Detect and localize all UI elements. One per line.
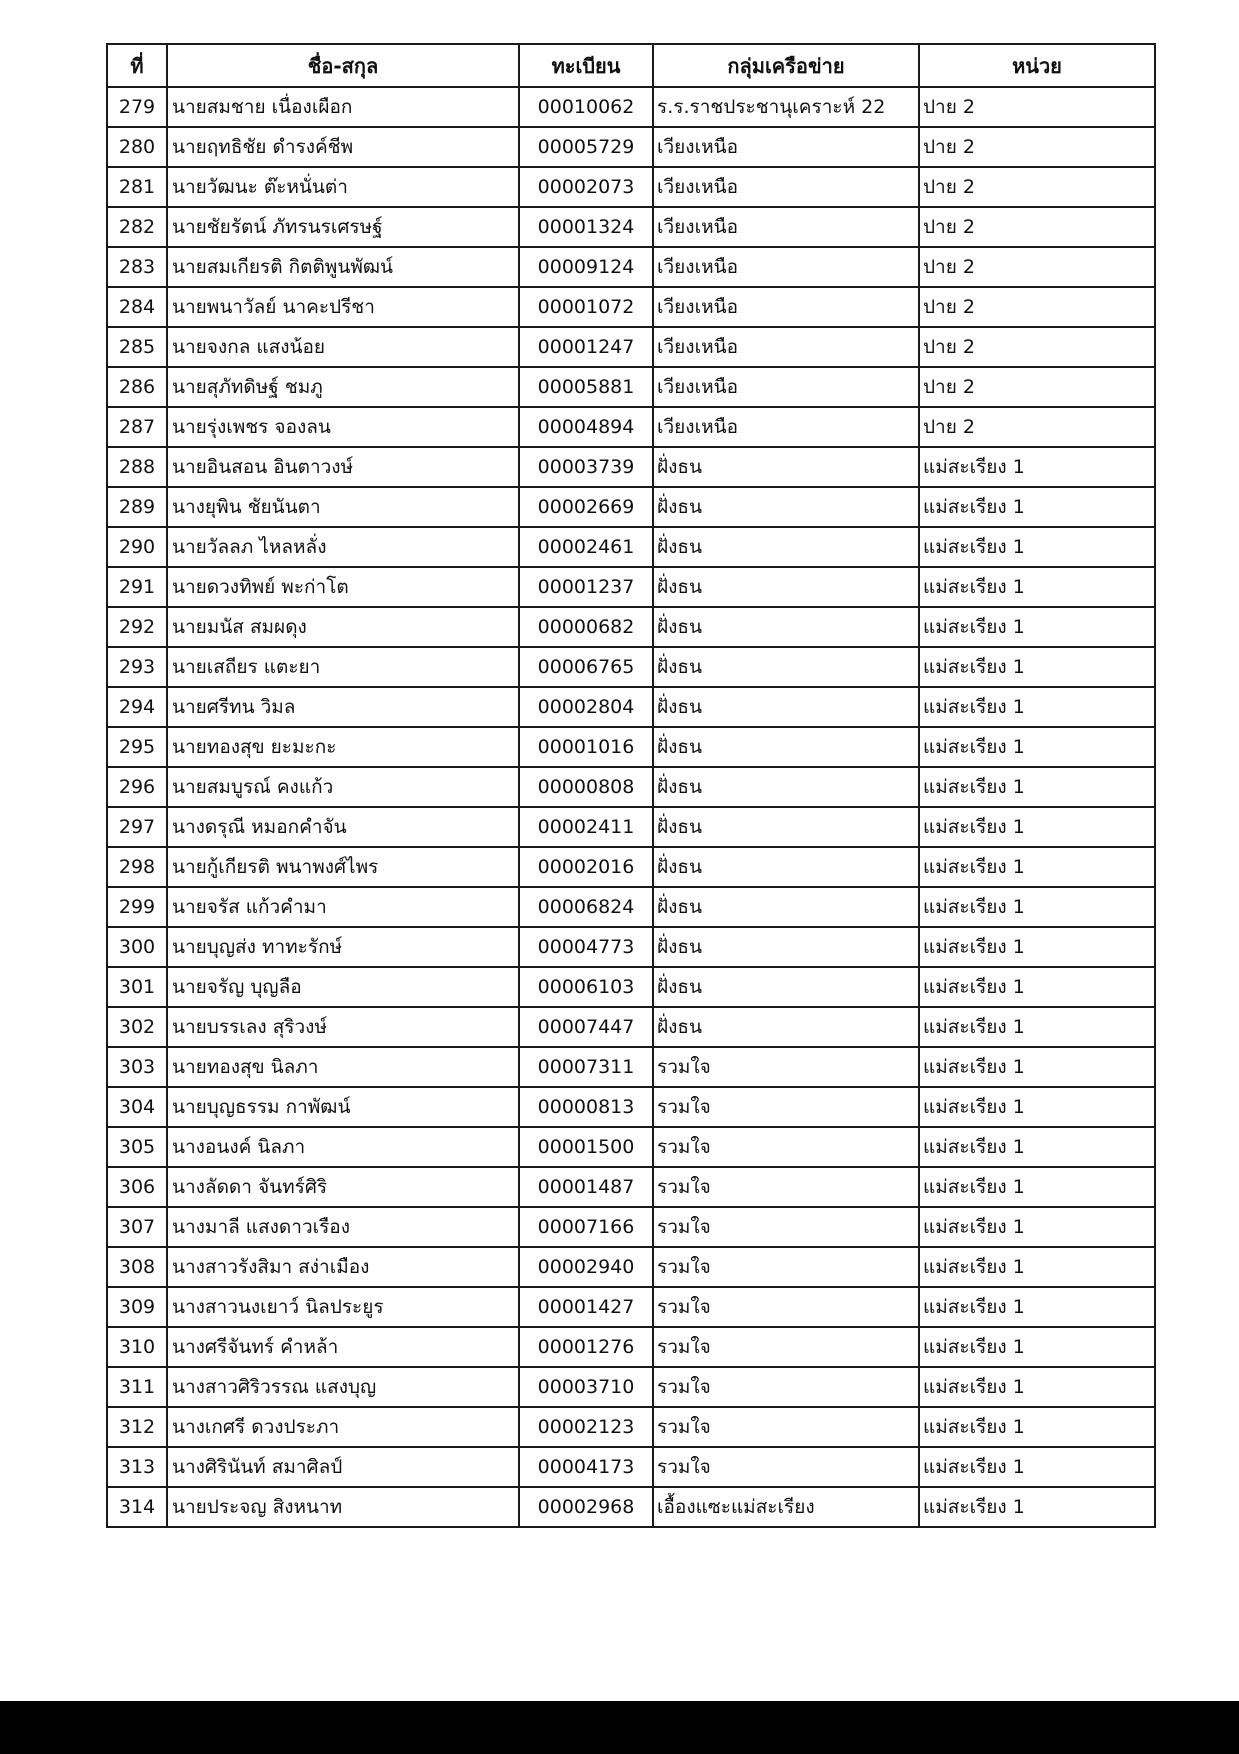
table-row — [107, 247, 1155, 287]
table-row — [107, 767, 1155, 807]
cell-network-group: เวียงเหนือ — [653, 367, 919, 407]
cell-unit: แม่สะเรียง 1 — [919, 727, 1155, 767]
cell-registration: 00001427 — [519, 1287, 653, 1327]
cell-name: นายดวงทิพย์ พะก่าโต — [167, 567, 519, 607]
cell-number: 308 — [107, 1247, 167, 1287]
cell-name: นางดรุณี หมอกคำจัน — [167, 807, 519, 847]
cell-number: 296 — [107, 767, 167, 807]
cell-unit: แม่สะเรียง 1 — [919, 967, 1155, 1007]
cell-network-group: รวมใจ — [653, 1447, 919, 1487]
cell-unit: แม่สะเรียง 1 — [919, 1247, 1155, 1287]
cell-number: 287 — [107, 407, 167, 447]
cell-name: นายชัยรัตน์ ภัทรนรเศรษฐ์ — [167, 207, 519, 247]
cell-unit: แม่สะเรียง 1 — [919, 887, 1155, 927]
table-row — [107, 327, 1155, 367]
cell-network-group: รวมใจ — [653, 1127, 919, 1167]
cell-registration: 00006103 — [519, 967, 653, 1007]
cell-name: นายฤทธิชัย ดำรงค์ชีพ — [167, 127, 519, 167]
cell-network-group: รวมใจ — [653, 1167, 919, 1207]
cell-number: 280 — [107, 127, 167, 167]
cell-unit: แม่สะเรียง 1 — [919, 1287, 1155, 1327]
cell-registration: 00006765 — [519, 647, 653, 687]
cell-network-group: ฝั่งธน — [653, 687, 919, 727]
cell-network-group: เวียงเหนือ — [653, 287, 919, 327]
cell-unit: ปาย 2 — [919, 87, 1155, 127]
cell-number: 314 — [107, 1487, 167, 1527]
table-row — [107, 807, 1155, 847]
cell-network-group: รวมใจ — [653, 1287, 919, 1327]
cell-unit: แม่สะเรียง 1 — [919, 1367, 1155, 1407]
cell-unit: แม่สะเรียง 1 — [919, 1167, 1155, 1207]
cell-registration: 00003739 — [519, 447, 653, 487]
cell-name: นายจงกล แสงน้อย — [167, 327, 519, 367]
table-row — [107, 407, 1155, 447]
cell-registration: 00005881 — [519, 367, 653, 407]
cell-registration: 00003710 — [519, 1367, 653, 1407]
cell-network-group: ฝั่งธน — [653, 607, 919, 647]
cell-network-group: รวมใจ — [653, 1087, 919, 1127]
cell-number: 281 — [107, 167, 167, 207]
cell-name: นายสุภัทดิษฐ์ ชมภู — [167, 367, 519, 407]
cell-unit: ปาย 2 — [919, 247, 1155, 287]
cell-number: 292 — [107, 607, 167, 647]
cell-name: นายวัฒนะ ต๊ะหนั่นต่า — [167, 167, 519, 207]
scan-bottom-border — [0, 1701, 1239, 1754]
cell-network-group: ฝั่งธน — [653, 647, 919, 687]
cell-number: 303 — [107, 1047, 167, 1087]
cell-registration: 00007447 — [519, 1007, 653, 1047]
cell-unit: ปาย 2 — [919, 327, 1155, 367]
cell-registration: 00002411 — [519, 807, 653, 847]
cell-unit: แม่สะเรียง 1 — [919, 1207, 1155, 1247]
cell-registration: 00002461 — [519, 527, 653, 567]
cell-name: นางสาวศิริวรรณ แสงบุญ — [167, 1367, 519, 1407]
cell-unit: แม่สะเรียง 1 — [919, 1047, 1155, 1087]
cell-name: นายทองสุข ยะมะกะ — [167, 727, 519, 767]
cell-unit: ปาย 2 — [919, 287, 1155, 327]
table-row — [107, 527, 1155, 567]
cell-network-group: รวมใจ — [653, 1247, 919, 1287]
cell-number: 289 — [107, 487, 167, 527]
cell-number: 305 — [107, 1127, 167, 1167]
cell-network-group: ฝั่งธน — [653, 887, 919, 927]
cell-network-group: ฝั่งธน — [653, 967, 919, 1007]
header-number: ที่ — [107, 44, 167, 87]
cell-name: นายวัลลภ ไหลหลั่ง — [167, 527, 519, 567]
cell-name: นางลัดดา จันทร์ศิริ — [167, 1167, 519, 1207]
cell-name: นายจรัส แก้วคำมา — [167, 887, 519, 927]
cell-unit: แม่สะเรียง 1 — [919, 1407, 1155, 1447]
cell-name: นายทองสุข นิลภา — [167, 1047, 519, 1087]
table-row — [107, 847, 1155, 887]
cell-name: นายเสถียร แตะยา — [167, 647, 519, 687]
cell-number: 300 — [107, 927, 167, 967]
cell-network-group: ฝั่งธน — [653, 487, 919, 527]
cell-number: 311 — [107, 1367, 167, 1407]
cell-name: นางสาวรังสิมา สง่าเมือง — [167, 1247, 519, 1287]
cell-network-group: รวมใจ — [653, 1367, 919, 1407]
cell-name: นางยุพิน ชัยนันตา — [167, 487, 519, 527]
table-row — [107, 487, 1155, 527]
cell-unit: แม่สะเรียง 1 — [919, 1447, 1155, 1487]
cell-registration: 00001016 — [519, 727, 653, 767]
cell-unit: ปาย 2 — [919, 407, 1155, 447]
cell-number: 282 — [107, 207, 167, 247]
cell-network-group: ร.ร.ราชประชานุเคราะห์ 22 — [653, 87, 919, 127]
cell-name: นายสมชาย เนื่องเผือก — [167, 87, 519, 127]
cell-number: 293 — [107, 647, 167, 687]
header-name: ชื่อ-สกุล — [167, 44, 519, 87]
cell-network-group: รวมใจ — [653, 1047, 919, 1087]
cell-number: 284 — [107, 287, 167, 327]
cell-unit: แม่สะเรียง 1 — [919, 927, 1155, 967]
cell-network-group: ฝั่งธน — [653, 1007, 919, 1047]
table-row — [107, 1167, 1155, 1207]
cell-name: นางอนงค์ นิลภา — [167, 1127, 519, 1167]
roster-table — [106, 43, 1156, 1528]
cell-network-group: เวียงเหนือ — [653, 327, 919, 367]
cell-number: 299 — [107, 887, 167, 927]
table-row — [107, 927, 1155, 967]
table-row — [107, 1087, 1155, 1127]
cell-network-group: ฝั่งธน — [653, 847, 919, 887]
table-row — [107, 1367, 1155, 1407]
cell-registration: 00004894 — [519, 407, 653, 447]
table-row — [107, 87, 1155, 127]
cell-unit: แม่สะเรียง 1 — [919, 767, 1155, 807]
table-row — [107, 1247, 1155, 1287]
cell-registration: 00007166 — [519, 1207, 653, 1247]
cell-unit: แม่สะเรียง 1 — [919, 1487, 1155, 1527]
cell-number: 294 — [107, 687, 167, 727]
cell-unit: แม่สะเรียง 1 — [919, 527, 1155, 567]
cell-number: 313 — [107, 1447, 167, 1487]
cell-registration: 00007311 — [519, 1047, 653, 1087]
cell-registration: 00004773 — [519, 927, 653, 967]
cell-name: นายรุ่งเพชร จองลน — [167, 407, 519, 447]
cell-network-group: ฝั่งธน — [653, 447, 919, 487]
cell-name: นายบุญธรรม กาพัฒน์ — [167, 1087, 519, 1127]
cell-name: นางศิรินันท์ สมาศิลป์ — [167, 1447, 519, 1487]
cell-registration: 00002669 — [519, 487, 653, 527]
cell-unit: แม่สะเรียง 1 — [919, 447, 1155, 487]
cell-unit: แม่สะเรียง 1 — [919, 647, 1155, 687]
table-row — [107, 607, 1155, 647]
cell-number: 295 — [107, 727, 167, 767]
cell-unit: ปาย 2 — [919, 367, 1155, 407]
roster-table-header — [107, 44, 1155, 87]
cell-number: 307 — [107, 1207, 167, 1247]
cell-network-group: เวียงเหนือ — [653, 407, 919, 447]
cell-network-group: ฝั่งธน — [653, 767, 919, 807]
table-row — [107, 1327, 1155, 1367]
cell-name: นางศรีจันทร์ คำหล้า — [167, 1327, 519, 1367]
table-row — [107, 207, 1155, 247]
cell-registration: 00000808 — [519, 767, 653, 807]
cell-number: 286 — [107, 367, 167, 407]
cell-registration: 00006824 — [519, 887, 653, 927]
cell-number: 283 — [107, 247, 167, 287]
cell-network-group: เวียงเหนือ — [653, 127, 919, 167]
cell-network-group: รวมใจ — [653, 1407, 919, 1447]
cell-registration: 00002804 — [519, 687, 653, 727]
table-row — [107, 567, 1155, 607]
cell-network-group: เวียงเหนือ — [653, 207, 919, 247]
cell-registration: 00000813 — [519, 1087, 653, 1127]
cell-registration: 00001500 — [519, 1127, 653, 1167]
table-row — [107, 647, 1155, 687]
table-row — [107, 167, 1155, 207]
cell-number: 298 — [107, 847, 167, 887]
header-network-group: กลุ่มเครือข่าย — [653, 44, 919, 87]
cell-number: 291 — [107, 567, 167, 607]
cell-unit: แม่สะเรียง 1 — [919, 567, 1155, 607]
table-row — [107, 1407, 1155, 1447]
table-row — [107, 1287, 1155, 1327]
cell-registration: 00002073 — [519, 167, 653, 207]
cell-registration: 00000682 — [519, 607, 653, 647]
cell-unit: แม่สะเรียง 1 — [919, 607, 1155, 647]
cell-name: นายบุญส่ง ทาทะรักษ์ — [167, 927, 519, 967]
cell-name: นางมาลี แสงดาวเรือง — [167, 1207, 519, 1247]
cell-network-group: ฝั่งธน — [653, 727, 919, 767]
cell-unit: ปาย 2 — [919, 167, 1155, 207]
cell-name: นายศรีทน วิมล — [167, 687, 519, 727]
cell-number: 306 — [107, 1167, 167, 1207]
table-row — [107, 367, 1155, 407]
cell-unit: แม่สะเรียง 1 — [919, 807, 1155, 847]
table-row — [107, 127, 1155, 167]
cell-registration: 00005729 — [519, 127, 653, 167]
cell-number: 279 — [107, 87, 167, 127]
cell-unit: แม่สะเรียง 1 — [919, 1007, 1155, 1047]
cell-registration: 00001276 — [519, 1327, 653, 1367]
cell-registration: 00010062 — [519, 87, 653, 127]
cell-unit: แม่สะเรียง 1 — [919, 1327, 1155, 1367]
table-row — [107, 967, 1155, 1007]
table-row — [107, 1047, 1155, 1087]
header-row — [107, 44, 1155, 87]
cell-number: 310 — [107, 1327, 167, 1367]
cell-registration: 00001072 — [519, 287, 653, 327]
cell-network-group: ฝั่งธน — [653, 927, 919, 967]
cell-network-group: ฝั่งธน — [653, 527, 919, 567]
cell-name: นายอินสอน อินตาวงษ์ — [167, 447, 519, 487]
table-row — [107, 1447, 1155, 1487]
cell-number: 301 — [107, 967, 167, 1007]
cell-name: นายบรรเลง สุริวงษ์ — [167, 1007, 519, 1047]
cell-number: 302 — [107, 1007, 167, 1047]
cell-number: 285 — [107, 327, 167, 367]
cell-name: นายสมเกียรติ กิตติพูนพัฒน์ — [167, 247, 519, 287]
table-row — [107, 1207, 1155, 1247]
cell-network-group: เอื้องแซะแม่สะเรียง — [653, 1487, 919, 1527]
cell-network-group: รวมใจ — [653, 1327, 919, 1367]
cell-number: 304 — [107, 1087, 167, 1127]
cell-name: นายจรัญ บุญลือ — [167, 967, 519, 1007]
table-row — [107, 287, 1155, 327]
cell-network-group: เวียงเหนือ — [653, 167, 919, 207]
cell-registration: 00001247 — [519, 327, 653, 367]
cell-network-group: ฝั่งธน — [653, 807, 919, 847]
cell-unit: ปาย 2 — [919, 127, 1155, 167]
cell-number: 312 — [107, 1407, 167, 1447]
cell-registration: 00001487 — [519, 1167, 653, 1207]
table-row — [107, 447, 1155, 487]
cell-number: 290 — [107, 527, 167, 567]
cell-registration: 00002968 — [519, 1487, 653, 1527]
table-row — [107, 1127, 1155, 1167]
cell-registration: 00002940 — [519, 1247, 653, 1287]
table-row — [107, 1007, 1155, 1047]
cell-registration: 00001237 — [519, 567, 653, 607]
cell-network-group: ฝั่งธน — [653, 567, 919, 607]
table-row — [107, 887, 1155, 927]
cell-network-group: เวียงเหนือ — [653, 247, 919, 287]
cell-registration: 00002016 — [519, 847, 653, 887]
header-unit: หน่วย — [919, 44, 1155, 87]
cell-name: นายมนัส สมผดุง — [167, 607, 519, 647]
cell-name: นางเกศรี ดวงประภา — [167, 1407, 519, 1447]
cell-network-group: รวมใจ — [653, 1207, 919, 1247]
table-row — [107, 1487, 1155, 1527]
cell-unit: ปาย 2 — [919, 207, 1155, 247]
cell-registration: 00002123 — [519, 1407, 653, 1447]
cell-number: 288 — [107, 447, 167, 487]
table-row — [107, 687, 1155, 727]
cell-unit: แม่สะเรียง 1 — [919, 847, 1155, 887]
cell-name: นายสมบูรณ์ คงแก้ว — [167, 767, 519, 807]
cell-name: นางสาวนงเยาว์ นิลประยูร — [167, 1287, 519, 1327]
cell-registration: 00001324 — [519, 207, 653, 247]
roster-table-body — [107, 87, 1155, 1527]
cell-registration: 00009124 — [519, 247, 653, 287]
cell-unit: แม่สะเรียง 1 — [919, 487, 1155, 527]
cell-unit: แม่สะเรียง 1 — [919, 687, 1155, 727]
cell-name: นายพนาวัลย์ นาคะปรีชา — [167, 287, 519, 327]
cell-name: นายกู้เกียรติ พนาพงศ์ไพร — [167, 847, 519, 887]
cell-unit: แม่สะเรียง 1 — [919, 1127, 1155, 1167]
header-registration: ทะเบียน — [519, 44, 653, 87]
cell-unit: แม่สะเรียง 1 — [919, 1087, 1155, 1127]
cell-number: 297 — [107, 807, 167, 847]
cell-number: 309 — [107, 1287, 167, 1327]
cell-name: นายประจญ สิงหนาท — [167, 1487, 519, 1527]
cell-registration: 00004173 — [519, 1447, 653, 1487]
table-row — [107, 727, 1155, 767]
